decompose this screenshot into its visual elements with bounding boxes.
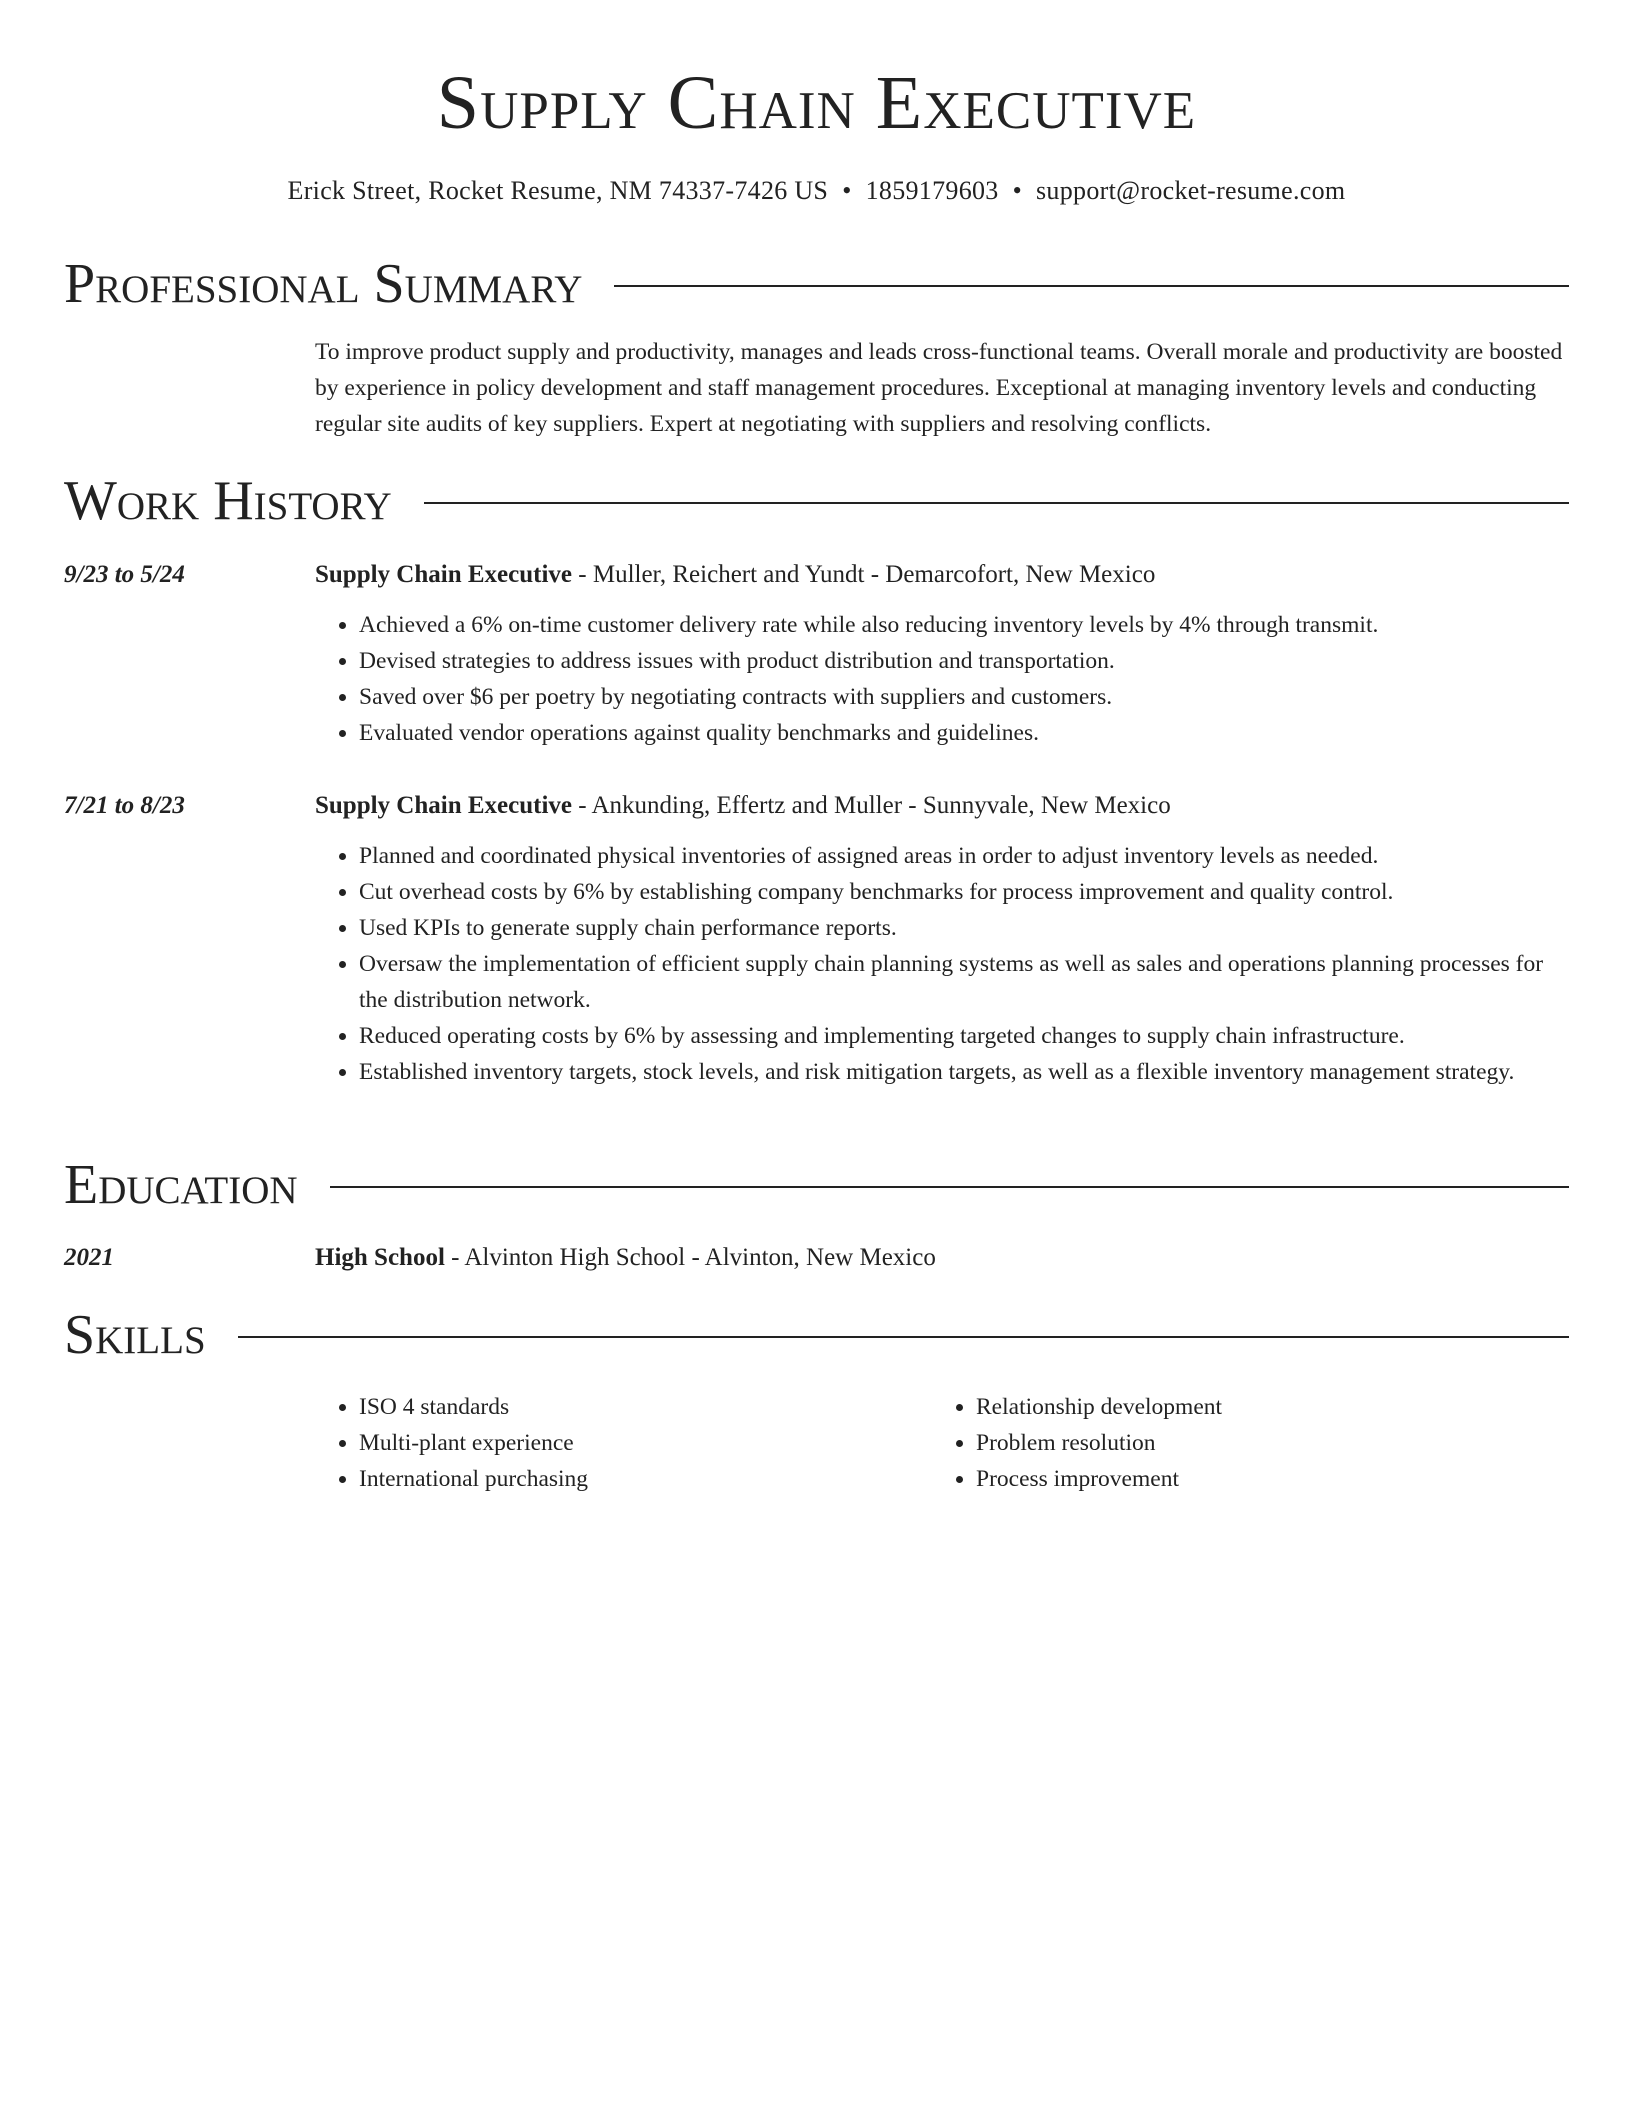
contact-phone: 1859179603 <box>865 176 999 205</box>
section-header-education <box>64 1153 1569 1217</box>
skill-item: • ISO 4 standards <box>359 1389 932 1425</box>
section-divider <box>614 285 1569 287</box>
job-bullet: • Achieved a 6% on-time customer delivery rate while also reducing inventory levels by 4% through transmit. <box>359 607 1569 643</box>
section-title-skills: Skills <box>64 1304 206 1366</box>
skills-list-left <box>315 1389 932 1497</box>
resume-name-title: Supply Chain Executive <box>436 61 1197 145</box>
job-dates: 9/23 to 5/24 <box>64 561 185 588</box>
job-dates: 7/21 to 8/23 <box>64 792 185 819</box>
section-header-skills <box>64 1303 1569 1367</box>
education-heading <box>315 1240 1569 1276</box>
skill-item: • Relationship development <box>976 1389 1549 1425</box>
job-bullet: • Reduced operating costs by 6% by assessing and implementing targeted changes to supply chain infrastructure. <box>359 1018 1569 1054</box>
job-body <box>315 557 1569 751</box>
section-title-education: Education <box>64 1154 298 1216</box>
job-bullet: • Oversaw the implementation of efficient supply chain planning systems as well as sales and operations planning processes for the distribution network. <box>359 946 1569 1018</box>
job-bullet: • Devised strategies to address issues with product distribution and transportation. <box>359 643 1569 679</box>
education-year: 2021 <box>64 1244 114 1271</box>
skills-list-right <box>932 1389 1549 1497</box>
section-title-work-history: Work History <box>64 470 392 532</box>
section-title-summary: Professional Summary <box>64 253 583 315</box>
contact-separator: • <box>842 176 852 205</box>
skill-item: • Multi-plant experience <box>359 1425 932 1461</box>
skills-grid <box>315 1389 1569 1497</box>
job-bullet: • Cut overhead costs by 6% by establishing company benchmarks for process improvement and quality control. <box>359 874 1569 910</box>
job-heading <box>315 557 1569 593</box>
section-divider <box>238 1336 1569 1338</box>
section-divider <box>424 502 1569 504</box>
section-header-summary <box>64 252 1569 316</box>
section-header-work-history <box>64 469 1569 533</box>
job-role: Supply Chain Executive <box>315 792 573 819</box>
job-bullet: • Saved over $6 per poetry by negotiating contracts with suppliers and customers. <box>359 679 1569 715</box>
education-details: - Alvinton High School - Alvinton, New Mexico <box>444 1244 936 1271</box>
summary-text: To improve product supply and productivity, manages and leads cross-functional teams. Overall morale and productivity are boosted by experience in policy development and staff management procedures. Exceptional at managing inventory levels and conducting regular site audits of key suppliers. Expert at negotiating with suppliers and resolving conflicts. <box>315 339 1563 437</box>
contact-separator: • <box>1012 176 1023 205</box>
job-heading <box>315 788 1569 824</box>
job-bullet: • Used KPIs to generate supply chain performance reports. <box>359 910 1569 946</box>
job-bullet: • Planned and coordinated physical inventories of assigned areas in order to adjust inventory levels as needed. <box>359 838 1569 874</box>
section-divider <box>330 1186 1569 1188</box>
job-bullet: • Evaluated vendor operations against quality benchmarks and guidelines. <box>359 715 1569 751</box>
skill-item: • Process improvement <box>976 1461 1549 1497</box>
job-body <box>315 788 1569 1090</box>
job-details: - Muller, Reichert and Yundt - Demarcofort, New Mexico <box>572 561 1156 588</box>
skill-item: • International purchasing <box>359 1461 932 1497</box>
job-bullet: • Established inventory targets, stock levels, and risk mitigation targets, as well as a flexible inventory management strategy. <box>359 1054 1569 1090</box>
contact-line <box>64 174 1569 208</box>
skill-item: • Problem resolution <box>976 1425 1549 1461</box>
job-details: - Ankunding, Effertz and Muller - Sunnyvale, New Mexico <box>572 792 1171 819</box>
contact-email: support@rocket-resume.com <box>1036 176 1346 205</box>
job-bullet-list <box>315 838 1569 1090</box>
education-body <box>315 1240 1569 1276</box>
education-degree: High School <box>315 1244 445 1271</box>
job-role: Supply Chain Executive <box>315 561 573 588</box>
contact-address: Erick Street, Rocket Resume, NM 74337-7426 US <box>287 176 829 205</box>
job-bullet-list <box>315 607 1569 751</box>
